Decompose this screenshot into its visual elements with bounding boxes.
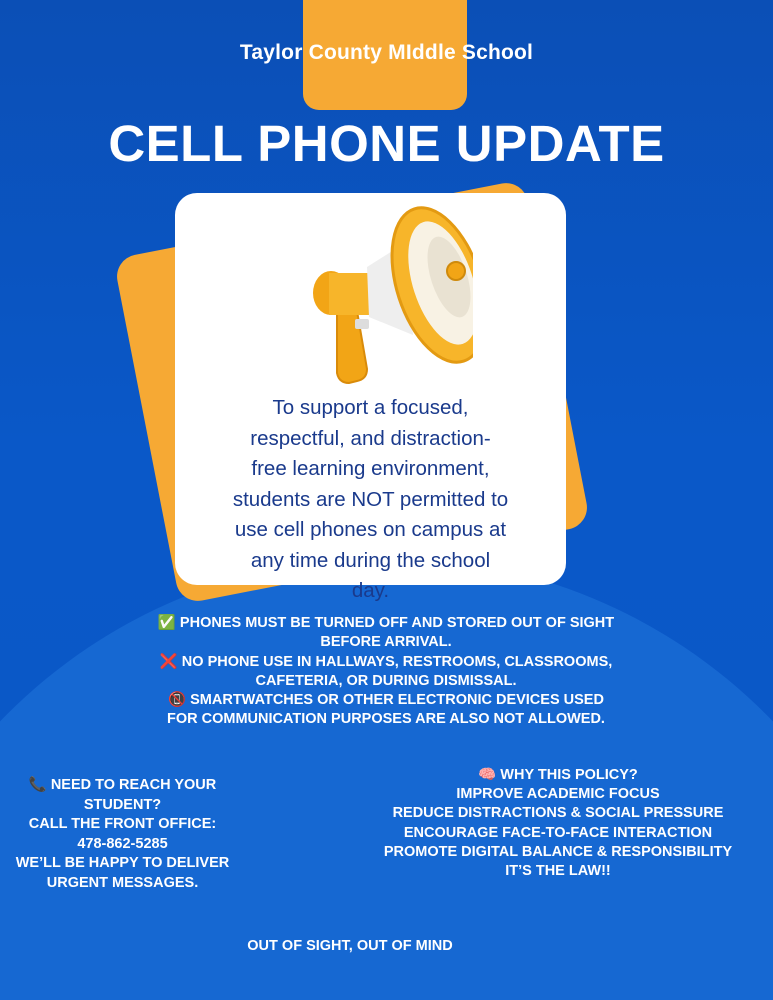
megaphone-icon bbox=[273, 193, 473, 393]
contact-line: URGENT MESSAGES. bbox=[46, 874, 199, 891]
rules-list bbox=[145, 614, 627, 730]
contact-section bbox=[10, 776, 235, 894]
announcement-text bbox=[215, 393, 526, 607]
rule-line: CAFETERIA, OR DURING DISMISSAL. bbox=[255, 672, 517, 689]
phone-number: 478-862-5285 bbox=[77, 835, 168, 852]
announcement-line: day. bbox=[351, 579, 390, 602]
policy-reason: ENCOURAGE FACE-TO-FACE INTERACTION bbox=[403, 824, 713, 841]
school-name: Taylor County MIddle School bbox=[239, 41, 534, 64]
page-title: CELL PHONE UPDATE bbox=[108, 115, 665, 172]
announcement-card bbox=[175, 193, 566, 602]
contact-line: CALL THE FRONT OFFICE: bbox=[28, 816, 217, 833]
announcement-line: free learning environment, bbox=[251, 457, 490, 480]
footer-slogan: OUT OF SIGHT, OUT OF MIND bbox=[247, 938, 453, 954]
policy-reason: PROMOTE DIGITAL BALANCE & RESPONSIBILITY bbox=[383, 843, 733, 860]
rule-line: ✅ PHONES MUST BE TURNED OFF AND STORED OUT OF SIGHT bbox=[157, 615, 615, 631]
contact-line: STUDENT? bbox=[83, 796, 162, 813]
rule-line: FOR COMMUNICATION PURPOSES ARE ALSO NOT ALLOWED. bbox=[167, 711, 605, 728]
contact-line: 📞 NEED TO REACH YOUR bbox=[28, 777, 217, 793]
rule-line: BEFORE ARRIVAL. bbox=[320, 634, 452, 651]
policy-reason: REDUCE DISTRACTIONS & SOCIAL PRESSURE bbox=[392, 805, 724, 822]
policy-heading: 🧠 WHY THIS POLICY? bbox=[478, 767, 638, 783]
policy-reason: IT’S THE LAW!! bbox=[505, 863, 611, 880]
announcement-line: any time during the school bbox=[250, 548, 491, 572]
contact-line: WE’LL BE HAPPY TO DELIVER bbox=[15, 855, 230, 872]
announcement-line: respectful, and distraction- bbox=[250, 426, 491, 450]
rule-line: ❌ NO PHONE USE IN HALLWAYS, RESTROOMS, CLASSROOMS, bbox=[159, 653, 613, 670]
policy-section bbox=[378, 766, 738, 881]
policy-reason: IMPROVE ACADEMIC FOCUS bbox=[456, 786, 660, 803]
announcement-line: use cell phones on campus at bbox=[234, 518, 507, 541]
announcement-line: students are NOT permitted to bbox=[232, 487, 509, 511]
rule-line: 📵 SMARTWATCHES OR OTHER ELECTRONIC DEVICES USED bbox=[168, 692, 604, 709]
announcement-line: To support a focused, bbox=[272, 396, 469, 419]
